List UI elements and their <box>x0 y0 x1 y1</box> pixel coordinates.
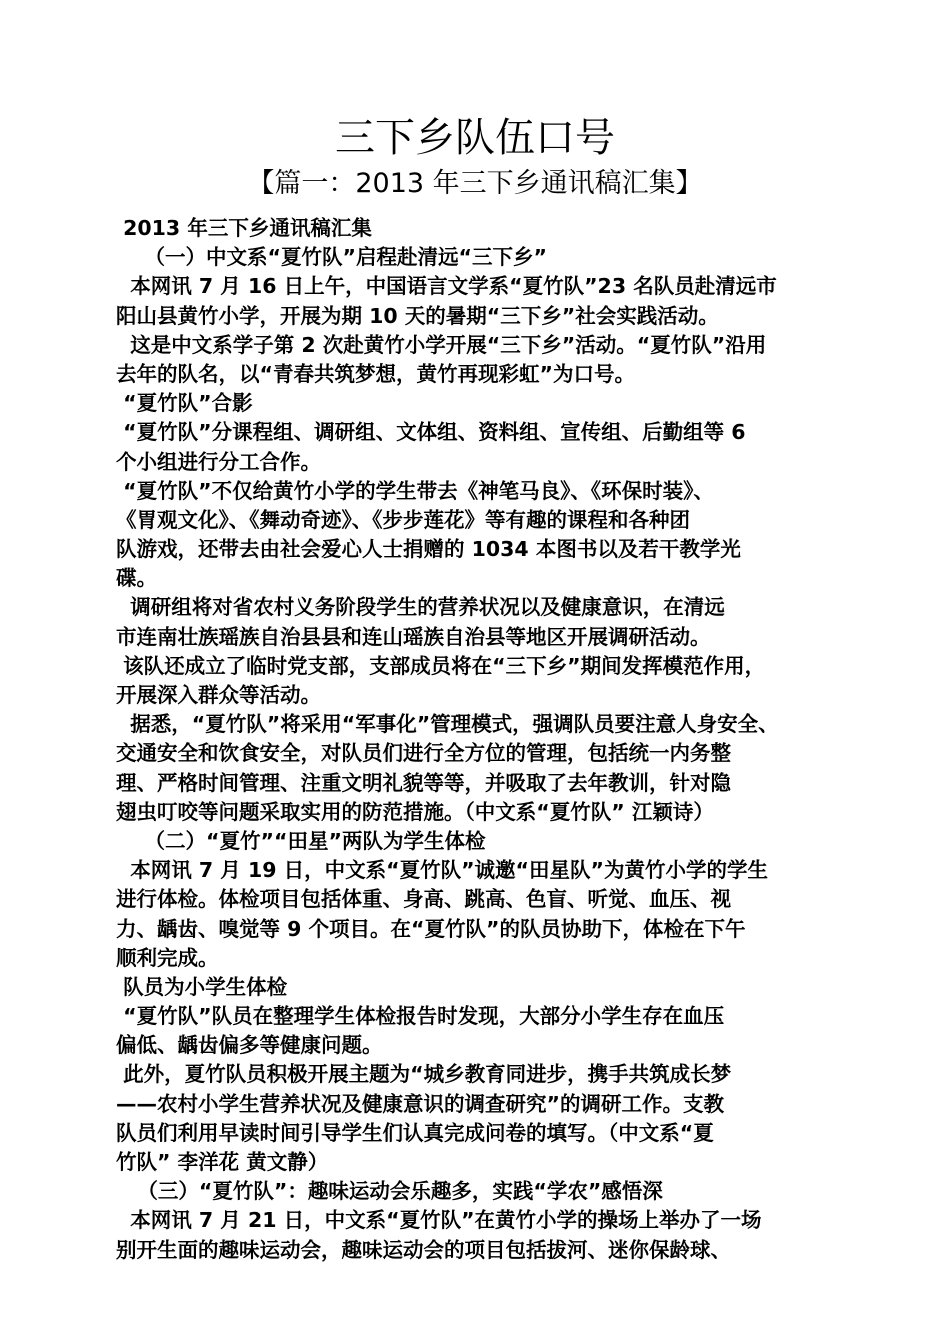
text-line: 顺利完成。 <box>116 945 219 970</box>
text-line: 本网讯 7 月 16 日上午，中国语言文学系“夏竹队”23 名队员赴清远市 <box>116 274 777 299</box>
text-line: 本网讯 7 月 21 日，中文系“夏竹队”在黄竹小学的操场上举办了一场 <box>116 1208 762 1233</box>
text-line: 交通安全和饮食安全，对队员们进行全方位的管理，包括统一内务整 <box>116 741 731 766</box>
document-title: 三下乡队伍口号 <box>335 115 615 161</box>
text-line: “夏竹队”不仅给黄竹小学的学生带去《神笔马良》、《环保时装》、 <box>116 478 714 503</box>
text-line: 理、严格时间管理、注重文明礼貌等等，并吸取了去年教训，针对隐 <box>116 770 731 795</box>
text-line: 据悉，“夏竹队”将采用“军事化”管理模式，强调队员要注意人身安全、 <box>116 712 779 737</box>
document-body <box>116 214 842 1265</box>
text-line: 个小组进行分工合作。 <box>116 449 321 474</box>
text-line: 开展深入群众等活动。 <box>116 683 321 707</box>
text-line: （三）“夏竹队”：趣味运动会乐趣多，实践“学农”感悟深 <box>116 1179 663 1204</box>
text-line: 调研组将对省农村义务阶段学生的营养状况以及健康意识，在清远 <box>116 595 725 620</box>
text-line: 这是中文系学子第 2 次赴黄竹小学开展“三下乡”活动。“夏竹队”沿用 <box>116 332 767 357</box>
text-line: 进行体检。体检项目包括体重、身高、跳高、色盲、听觉、血压、视 <box>116 887 731 912</box>
text-line: 竹队” 李洋花 黄文静） <box>116 1150 329 1174</box>
text-line: “夏竹队”分课程组、调研组、文体组、资料组、宣传组、后勤组等 6 <box>116 420 746 445</box>
text-line: 力、龋齿、嗅觉等 9 个项目。在“夏竹队”的队员协助下，体检在下午 <box>116 916 746 941</box>
text-line: 2013 年三下乡通讯稿汇集 <box>116 216 372 240</box>
text-line: 队游戏，还带去由社会爱心人士捐赠的 1034 本图书以及若干教学光 <box>116 537 741 562</box>
text-line: “夏竹队”队员在整理学生体检报告时发现，大部分小学生存在血压 <box>116 1004 725 1029</box>
text-line: 翅虫叮咬等问题采取实用的防范措施。（中文系“夏竹队” 江颖诗） <box>116 799 714 824</box>
text-line: （二）“夏竹”“田星”两队为学生体检 <box>116 828 486 853</box>
text-line: ——农村小学生营养状况及健康意识的调查研究”的调研工作。支教 <box>116 1091 724 1116</box>
text-line: （一）中文系“夏竹队”启程赴清远“三下乡” <box>116 245 547 270</box>
text-line: 别开生面的趣味运动会，趣味运动会的项目包括拔河、迷你保龄球、 <box>116 1237 731 1262</box>
text-line: 队员们利用早读时间引导学生们认真完成问卷的填写。（中文系“夏 <box>116 1120 714 1145</box>
document-subtitle: 【篇一：2013 年三下乡通讯稿汇集】 <box>247 168 703 199</box>
text-line: 队员为小学生体检 <box>116 974 288 999</box>
text-line: 去年的队名，以“青春共筑梦想，黄竹再现彩虹”为口号。 <box>116 361 635 386</box>
text-line: 《胃观文化》、《舞动奇迹》、《步步莲花》等有趣的课程和各种团 <box>116 507 690 532</box>
text-line: 偏低、龋齿偏多等健康问题。 <box>116 1033 383 1058</box>
text-line: 碟。 <box>116 566 157 591</box>
text-line: 该队还成立了临时党支部，支部成员将在“三下乡”期间发挥模范作用， <box>116 653 766 678</box>
text-line: 此外，夏竹队员积极开展主题为“城乡教育同进步，携手共筑成长梦 <box>116 1062 732 1087</box>
text-line: “夏竹队”合影 <box>116 391 253 416</box>
text-line: 本网讯 7 月 19 日，中文系“夏竹队”诚邀“田星队”为黄竹小学的学生 <box>116 858 769 883</box>
text-line: 阳山县黄竹小学，开展为期 10 天的暑期“三下乡”社会实践活动。 <box>116 303 719 328</box>
text-line: 市连南壮族瑶族自治县县和连山瑶族自治县等地区开展调研活动。 <box>116 624 711 649</box>
